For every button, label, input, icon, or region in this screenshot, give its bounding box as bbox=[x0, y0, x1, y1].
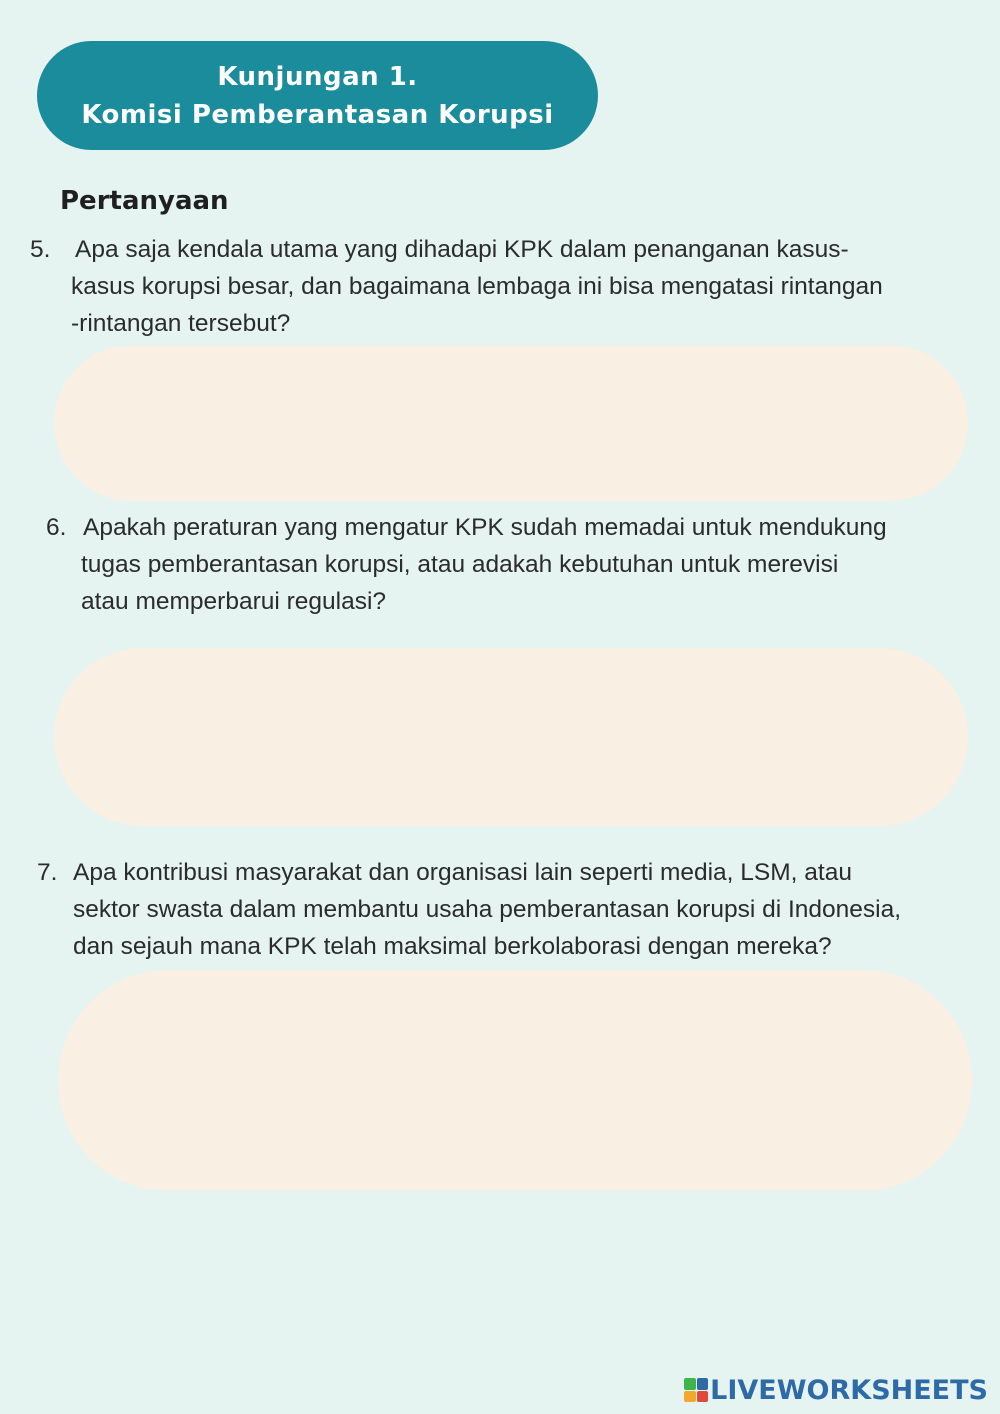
question-7 bbox=[37, 854, 999, 965]
title-line-2: Komisi Pemberantasan Korupsi bbox=[81, 99, 554, 130]
logo-square bbox=[684, 1378, 696, 1390]
logo-wordmark: LIVEWORKSHEETS bbox=[710, 1374, 988, 1406]
question-text-line: Apa kontribusi masyarakat dan organisasi lain seperti media, LSM, atau bbox=[73, 859, 852, 886]
question-number: 6. bbox=[46, 514, 67, 541]
section-heading: Pertanyaan bbox=[60, 186, 229, 216]
logo-icon bbox=[684, 1378, 708, 1402]
question-text-line: Apakah peraturan yang mengatur KPK sudah memadai untuk mendukung bbox=[83, 514, 887, 541]
question-text-line: sektor swasta dalam membantu usaha pemberantasan korupsi di Indonesia, bbox=[73, 896, 902, 923]
question-text-line: dan sejauh mana KPK telah maksimal berkolaborasi dengan mereka? bbox=[73, 933, 832, 960]
title-banner bbox=[37, 41, 598, 150]
question-text-line: tugas pemberantasan korupsi, atau adakah kebutuhan untuk merevisi bbox=[81, 551, 839, 578]
answer-field-5[interactable] bbox=[54, 345, 968, 501]
question-number: 5. bbox=[30, 236, 51, 263]
answer-field-7[interactable] bbox=[58, 970, 972, 1191]
logo-square bbox=[697, 1378, 709, 1390]
question-text-line: kasus korupsi besar, dan bagaimana lembaga ini bisa mengatasi rintangan bbox=[71, 273, 883, 300]
question-text-line: Apa saja kendala utama yang dihadapi KPK dalam penanganan kasus- bbox=[75, 236, 849, 263]
logo-square bbox=[697, 1391, 709, 1403]
question-text-line: -rintangan tersebut? bbox=[71, 310, 291, 337]
question-6 bbox=[46, 509, 986, 620]
question-5 bbox=[30, 231, 990, 342]
logo-square bbox=[684, 1391, 696, 1403]
question-number: 7. bbox=[37, 859, 58, 886]
answer-field-6[interactable] bbox=[54, 648, 968, 826]
title-line-1: Kunjungan 1. bbox=[217, 61, 418, 92]
question-text-line: atau memperbarui regulasi? bbox=[81, 588, 387, 615]
liveworksheets-logo bbox=[684, 1374, 988, 1406]
